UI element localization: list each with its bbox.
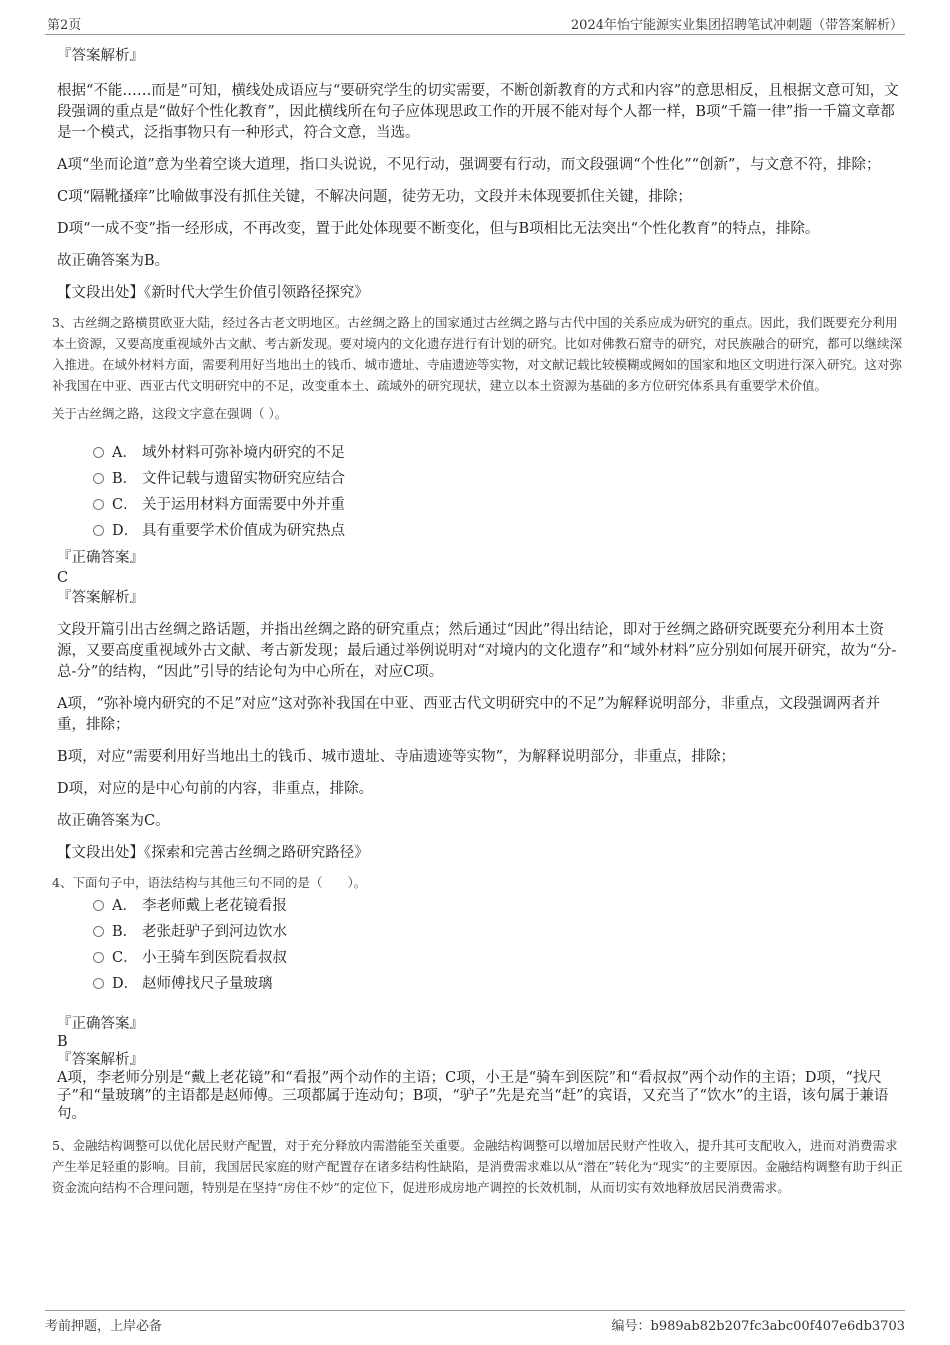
analysis-paragraph: A项，李老师分别是“戴上老花镜”和“看报”两个动作的主语；C项，小王是“骑车到医院”和“看叔叔”两个动作的主语；D项，“找尺子”和“量玻璃”的主语都是赵师傅。三项都属于连动句；B项，“驴子”先是充当“赶”的宾语，又充当了“饮水”的主语，该句属于兼语句。 [57, 1070, 889, 1122]
analysis-label: 『答案解析』 [57, 590, 144, 606]
option-text: 文件记载与遗留实物研究应结合 [142, 471, 345, 487]
option-text: 具有重要学术价值成为研究热点 [142, 523, 345, 539]
option-b[interactable] [93, 919, 905, 945]
radio-button-icon[interactable] [93, 978, 104, 989]
analysis-paragraph: 文段开篇引出古丝绸之路话题，并指出丝绸之路的研究重点；然后通过“因此”得出结论，即对于丝绸之路研究既要充分利用本土资源，又要高度重视域外古文献、考古新发现；最后通过举例说明对“对境内的文化遗存”和“域外材料”应分别如何展开研究，故为“分-总-分”的结构，“因此”引导的结论句为中心所在，对应C项。 [57, 622, 897, 680]
question-4-options [55, 893, 905, 997]
option-key: B． [112, 471, 138, 487]
page-content [52, 44, 905, 1198]
option-text: 赵师傅找尺子量玻璃 [142, 976, 273, 992]
correct-answer-label: 『正确答案』 [57, 550, 144, 566]
analysis-paragraph: B项，对应“需要利用好当地出土的钱币、城市遗址、寺庙遗迹等实物”，为解释说明部分，非重点，排除； [57, 749, 735, 765]
option-key: C． [112, 497, 138, 513]
option-key: D． [112, 523, 139, 539]
radio-button-icon[interactable] [93, 447, 104, 458]
option-key: A． [112, 445, 137, 461]
question-3-options [55, 440, 905, 544]
correct-answer-label: 『正确答案』 [57, 1016, 144, 1032]
option-a[interactable] [93, 893, 905, 919]
option-key: A． [112, 898, 137, 914]
correct-answer: C [57, 570, 69, 586]
option-text: 小王骑车到医院看叔叔 [142, 950, 287, 966]
analysis-paragraph: A项“坐而论道”意为坐着空谈大道理，指口头说说，不见行动，强调要有行动，而文段强调“个性化”“创新”，与文意不符，排除； [57, 157, 881, 173]
option-d[interactable] [93, 518, 905, 544]
document-id: 编号：b989ab82b207fc3abc00f407e6db3703 [611, 1319, 905, 1334]
source-citation: 【文段出处】《探索和完善古丝绸之路研究路径》 [57, 845, 369, 861]
correct-answer-statement: 故正确答案为C。 [57, 813, 170, 829]
question-4-text: 4、下面句子中，语法结构与其他三句不同的是（ ）。 [52, 875, 367, 890]
page-header [45, 12, 905, 35]
analysis-paragraph: A项，“弥补境内研究的不足”对应“这对弥补我国在中亚、西亚古代文明研究中的不足”为解释说明部分，非重点，文段强调两者并重，排除； [57, 696, 881, 733]
radio-button-icon[interactable] [93, 952, 104, 963]
option-text: 老张赶驴子到河边饮水 [142, 924, 287, 940]
radio-button-icon[interactable] [93, 473, 104, 484]
analysis-label: 『答案解析』 [57, 1052, 144, 1068]
analysis-label: 『答案解析』 [57, 48, 144, 64]
page-footer [45, 1310, 905, 1335]
correct-answer: B [57, 1034, 68, 1050]
analysis-paragraph: C项“隔靴搔痒”比喻做事没有抓住关键，不解决问题，徒劳无功，文段并未体现要抓住关键，排除； [57, 189, 692, 205]
page-number: 第2页 [47, 18, 82, 33]
analysis-paragraph: 根据“不能……而是”可知，横线处成语应与“要研究学生的切实需要，不断创新教育的方式和内容”的意思相反，且根据文意可知，文段强调的重点是“做好个性化教育”，因此横线所在句子应体现思政工作的开展不能对每个人都一样，B项“千篇一律”指一千篇文章都是一个模式，泛指事物只有一种形式，符合文意，当选。 [57, 83, 899, 141]
radio-button-icon[interactable] [93, 926, 104, 937]
question-3-text: 3、古丝绸之路横贯欧亚大陆，经过各古老文明地区。古丝绸之路上的国家通过古丝绸之路与古代中国的关系应成为研究的重点。因此，我们既要充分利用本土资源，又要高度重视域外古文献、考古新发现。要对境内的文化遗存进行有计划的研究。比如对佛教石窟寺的研究，对民族融合的研究，都可以继续深入推进。在域外材料方面，需要利用好当地出土的钱币、城市遗址、寺庙遗迹等实物，对文献记载比较模糊或阙如的国家和地区文明进行深入研究。这对弥补我国在中亚、西亚古代文明研究中的不足，改变重本土、疏域外的研究现状，建立以本土资源为基础的多方位研究体系具有重要学术价值。 [52, 315, 903, 393]
question-3-prompt: 关于古丝绸之路，这段文字意在强调（ ）。 [52, 406, 288, 421]
option-key: D． [112, 976, 139, 992]
option-c[interactable] [93, 945, 905, 971]
analysis-paragraph: D项“一成不变”指一经形成，不再改变，置于此处体现要不断变化，但与B项相比无法突出“个性化教育”的特点，排除。 [57, 221, 820, 237]
option-c[interactable] [93, 492, 905, 518]
option-key: B． [112, 924, 138, 940]
footer-slogan: 考前押题，上岸必备 [45, 1319, 163, 1334]
option-text: 李老师戴上老花镜看报 [142, 898, 287, 914]
correct-answer-statement: 故正确答案为B。 [57, 253, 170, 269]
source-citation: 【文段出处】《新时代大学生价值引领路径探究》 [57, 285, 369, 301]
document-title: 2024年怡宁能源实业集团招聘笔试冲刺题（带答案解析） [570, 18, 903, 33]
option-d[interactable] [93, 971, 905, 997]
option-text: 关于运用材料方面需要中外并重 [142, 497, 345, 513]
option-key: C． [112, 950, 138, 966]
question-5-text: 5、金融结构调整可以优化居民财产配置，对于充分释放内需潜能至关重要。金融结构调整可以增加居民财产性收入，提升其可支配收入，进而对消费需求产生举足轻重的影响。目前，我国居民家庭的财产配置存在诸多结构性缺陷，是消费需求难以从“潜在”转化为“现实”的主要原因。金融结构调整有助于纠正资金流向结构不合理问题，特别是在坚持“房住不炒”的定位下，促进形成房地产调控的长效机制，从而切实有效地释放居民消费需求。 [52, 1138, 903, 1195]
option-b[interactable] [93, 466, 905, 492]
radio-button-icon[interactable] [93, 525, 104, 536]
option-a[interactable] [93, 440, 905, 466]
analysis-paragraph: D项，对应的是中心句前的内容，非重点，排除。 [57, 781, 374, 797]
radio-button-icon[interactable] [93, 499, 104, 510]
option-text: 域外材料可弥补境内研究的不足 [142, 445, 345, 461]
radio-button-icon[interactable] [93, 900, 104, 911]
